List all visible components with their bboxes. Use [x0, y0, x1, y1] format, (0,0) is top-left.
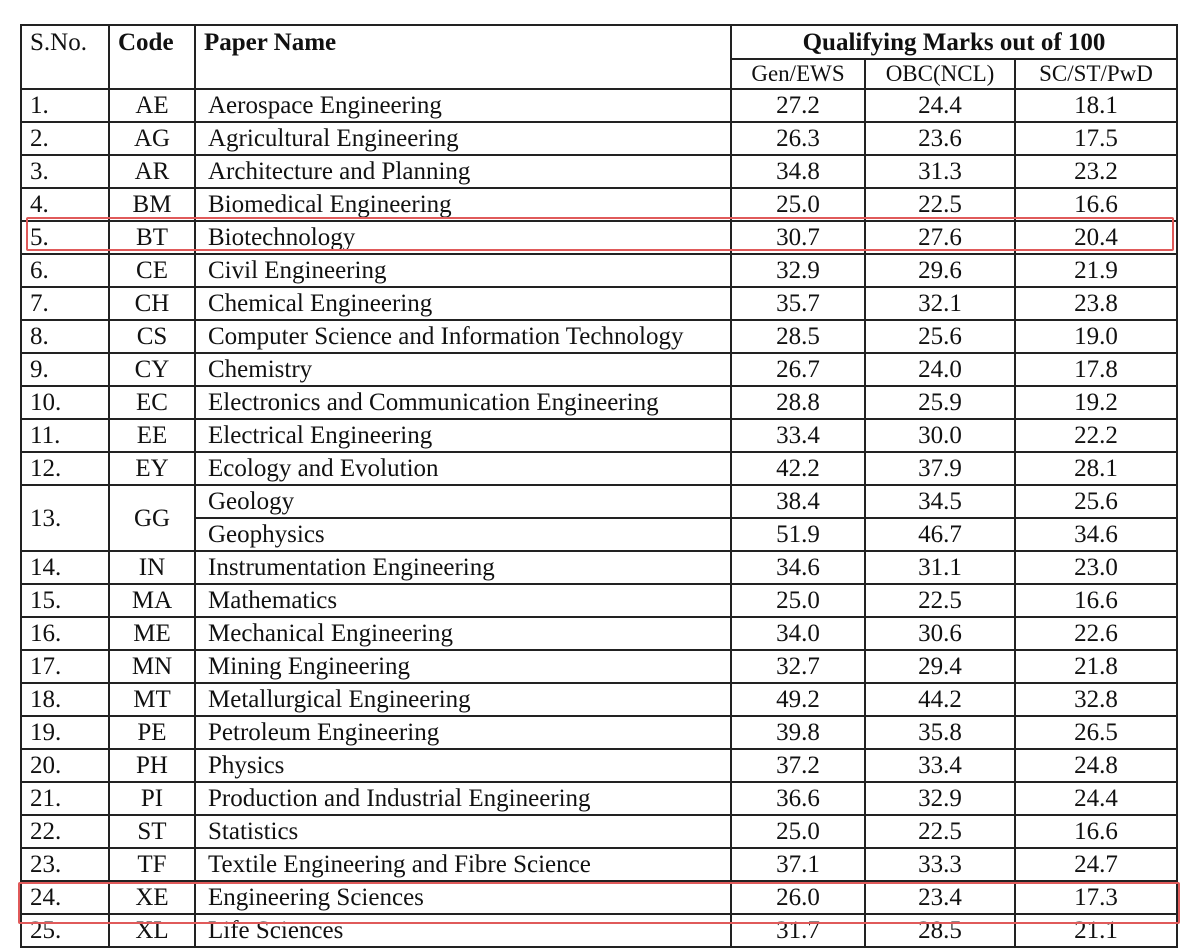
table-row: [21, 89, 1177, 122]
cell-sc-st-pwd: 19.0: [1015, 320, 1177, 353]
cell-sc-st-pwd: 20.4: [1015, 221, 1177, 254]
table-row: [21, 419, 1177, 452]
table-row: [21, 584, 1177, 617]
cell-obc-ncl: 25.6: [865, 320, 1015, 353]
cell-paper-name: Engineering Sciences: [195, 881, 731, 914]
cell-sc-st-pwd: 24.8: [1015, 749, 1177, 782]
table-row: [21, 485, 1177, 518]
cell-obc-ncl: 22.5: [865, 815, 1015, 848]
cell-sno: 3.: [21, 155, 109, 188]
cell-obc-ncl: 30.6: [865, 617, 1015, 650]
table-row: [21, 815, 1177, 848]
table-row: [21, 551, 1177, 584]
cell-gen-ews: 27.2: [731, 89, 865, 122]
cell-sno: 22.: [21, 815, 109, 848]
cell-code: GG: [109, 485, 195, 551]
cell-sno: 23.: [21, 848, 109, 881]
cell-code: EC: [109, 386, 195, 419]
cell-gen-ews: 34.0: [731, 617, 865, 650]
cell-sc-st-pwd: 34.6: [1015, 518, 1177, 551]
cell-sno: 15.: [21, 584, 109, 617]
cell-sno: 19.: [21, 716, 109, 749]
header-row: [21, 25, 1177, 59]
cell-gen-ews: 32.7: [731, 650, 865, 683]
cell-sno: 10.: [21, 386, 109, 419]
subheader-blank: [21, 59, 109, 89]
cell-obc-ncl: 34.5: [865, 485, 1015, 518]
cell-paper-name: Production and Industrial Engineering: [195, 782, 731, 815]
cell-code: TF: [109, 848, 195, 881]
cell-gen-ews: 42.2: [731, 452, 865, 485]
cell-code: PI: [109, 782, 195, 815]
cell-paper-name: Electronics and Communication Engineering: [195, 386, 731, 419]
cell-code: AE: [109, 89, 195, 122]
cell-sno: 20.: [21, 749, 109, 782]
cell-sc-st-pwd: 16.6: [1015, 815, 1177, 848]
cell-paper-name: Architecture and Planning: [195, 155, 731, 188]
cell-sc-st-pwd: 16.6: [1015, 584, 1177, 617]
cell-obc-ncl: 24.0: [865, 353, 1015, 386]
cell-sc-st-pwd: 23.0: [1015, 551, 1177, 584]
cell-sc-st-pwd: 21.8: [1015, 650, 1177, 683]
cell-code: PH: [109, 749, 195, 782]
cell-code: AG: [109, 122, 195, 155]
cell-paper-name: Mining Engineering: [195, 650, 731, 683]
cell-paper-name: Aerospace Engineering: [195, 89, 731, 122]
cell-sno: 9.: [21, 353, 109, 386]
header-sc-st-pwd: SC/ST/PwD: [1015, 59, 1177, 89]
table-row: [21, 716, 1177, 749]
cell-obc-ncl: 30.0: [865, 419, 1015, 452]
table-row: [21, 320, 1177, 353]
table-row: [21, 254, 1177, 287]
cell-sc-st-pwd: 22.6: [1015, 617, 1177, 650]
cell-paper-name: Chemistry: [195, 353, 731, 386]
cell-sno: 1.: [21, 89, 109, 122]
table-row: [21, 914, 1177, 947]
cell-paper-name: Chemical Engineering: [195, 287, 731, 320]
cell-obc-ncl: 27.6: [865, 221, 1015, 254]
cell-gen-ews: 51.9: [731, 518, 865, 551]
cell-sno: 18.: [21, 683, 109, 716]
cell-sno: 25.: [21, 914, 109, 947]
cell-sno: 14.: [21, 551, 109, 584]
cell-obc-ncl: 44.2: [865, 683, 1015, 716]
cell-gen-ews: 26.7: [731, 353, 865, 386]
qualifying-marks-table-container: [20, 24, 1176, 948]
cell-obc-ncl: 25.9: [865, 386, 1015, 419]
cell-gen-ews: 31.7: [731, 914, 865, 947]
cell-paper-name: Life Sciences: [195, 914, 731, 947]
cell-code: MN: [109, 650, 195, 683]
cell-obc-ncl: 28.5: [865, 914, 1015, 947]
cell-gen-ews: 32.9: [731, 254, 865, 287]
cell-paper-name: Ecology and Evolution: [195, 452, 731, 485]
cell-sno: 6.: [21, 254, 109, 287]
cell-paper-name: Agricultural Engineering: [195, 122, 731, 155]
cell-paper-name: Biomedical Engineering: [195, 188, 731, 221]
table-row: [21, 650, 1177, 683]
cell-sc-st-pwd: 32.8: [1015, 683, 1177, 716]
cell-gen-ews: 25.0: [731, 188, 865, 221]
header-gen-ews: Gen/EWS: [731, 59, 865, 89]
cell-obc-ncl: 46.7: [865, 518, 1015, 551]
table-row: [21, 188, 1177, 221]
cell-gen-ews: 26.3: [731, 122, 865, 155]
cell-sno: 7.: [21, 287, 109, 320]
cell-obc-ncl: 29.4: [865, 650, 1015, 683]
table-row: [21, 881, 1177, 914]
cell-code: EY: [109, 452, 195, 485]
cell-sc-st-pwd: 17.8: [1015, 353, 1177, 386]
cell-obc-ncl: 32.1: [865, 287, 1015, 320]
cell-code: MT: [109, 683, 195, 716]
cell-sc-st-pwd: 17.5: [1015, 122, 1177, 155]
table-body: [21, 89, 1177, 947]
cell-sc-st-pwd: 21.1: [1015, 914, 1177, 947]
cell-gen-ews: 35.7: [731, 287, 865, 320]
cell-paper-name: Textile Engineering and Fibre Science: [195, 848, 731, 881]
cell-paper-name: Civil Engineering: [195, 254, 731, 287]
cell-obc-ncl: 23.6: [865, 122, 1015, 155]
cell-code: EE: [109, 419, 195, 452]
cell-sno: 2.: [21, 122, 109, 155]
cell-sno: 21.: [21, 782, 109, 815]
cell-code: AR: [109, 155, 195, 188]
cell-sc-st-pwd: 28.1: [1015, 452, 1177, 485]
cell-paper-name: Computer Science and Information Technology: [195, 320, 731, 353]
header-code: Code: [109, 25, 195, 59]
cell-sno: 17.: [21, 650, 109, 683]
subheader-blank: [195, 59, 731, 89]
table-row: [21, 782, 1177, 815]
cell-gen-ews: 37.2: [731, 749, 865, 782]
cell-gen-ews: 34.6: [731, 551, 865, 584]
header-obc-ncl: OBC(NCL): [865, 59, 1015, 89]
cell-gen-ews: 33.4: [731, 419, 865, 452]
cell-paper-name: Instrumentation Engineering: [195, 551, 731, 584]
cell-paper-name: Mechanical Engineering: [195, 617, 731, 650]
cell-paper-name: Geophysics: [195, 518, 731, 551]
cell-gen-ews: 49.2: [731, 683, 865, 716]
qualifying-marks-table: [20, 24, 1178, 948]
cell-sc-st-pwd: 23.8: [1015, 287, 1177, 320]
table-row: [21, 386, 1177, 419]
table-row: [21, 221, 1177, 254]
cell-sc-st-pwd: 23.2: [1015, 155, 1177, 188]
cell-gen-ews: 25.0: [731, 584, 865, 617]
cell-code: IN: [109, 551, 195, 584]
cell-sc-st-pwd: 17.3: [1015, 881, 1177, 914]
cell-gen-ews: 25.0: [731, 815, 865, 848]
header-paper-name: Paper Name: [195, 25, 731, 59]
cell-sc-st-pwd: 22.2: [1015, 419, 1177, 452]
cell-sc-st-pwd: 18.1: [1015, 89, 1177, 122]
cell-obc-ncl: 24.4: [865, 89, 1015, 122]
cell-code: XL: [109, 914, 195, 947]
cell-gen-ews: 34.8: [731, 155, 865, 188]
cell-sno: 5.: [21, 221, 109, 254]
cell-gen-ews: 36.6: [731, 782, 865, 815]
cell-paper-name: Geology: [195, 485, 731, 518]
table-row: [21, 155, 1177, 188]
cell-code: CY: [109, 353, 195, 386]
cell-gen-ews: 39.8: [731, 716, 865, 749]
cell-sc-st-pwd: 24.7: [1015, 848, 1177, 881]
cell-sno: 24.: [21, 881, 109, 914]
table-row: [21, 749, 1177, 782]
cell-paper-name: Electrical Engineering: [195, 419, 731, 452]
cell-gen-ews: 38.4: [731, 485, 865, 518]
cell-gen-ews: 28.5: [731, 320, 865, 353]
cell-obc-ncl: 31.3: [865, 155, 1015, 188]
cell-sno: 13.: [21, 485, 109, 551]
cell-sc-st-pwd: 24.4: [1015, 782, 1177, 815]
cell-paper-name: Petroleum Engineering: [195, 716, 731, 749]
table-row: [21, 122, 1177, 155]
cell-code: XE: [109, 881, 195, 914]
cell-code: CE: [109, 254, 195, 287]
cell-obc-ncl: 32.9: [865, 782, 1015, 815]
cell-obc-ncl: 29.6: [865, 254, 1015, 287]
cell-sc-st-pwd: 19.2: [1015, 386, 1177, 419]
header-sno: S.No.: [21, 25, 109, 59]
cell-obc-ncl: 22.5: [865, 584, 1015, 617]
table-row: [21, 518, 1177, 551]
cell-paper-name: Physics: [195, 749, 731, 782]
header-qualifying-marks: Qualifying Marks out of 100: [731, 25, 1177, 59]
table-row: [21, 617, 1177, 650]
table-row: [21, 683, 1177, 716]
cell-paper-name: Mathematics: [195, 584, 731, 617]
cell-sc-st-pwd: 26.5: [1015, 716, 1177, 749]
cell-sno: 8.: [21, 320, 109, 353]
cell-sno: 11.: [21, 419, 109, 452]
cell-obc-ncl: 35.8: [865, 716, 1015, 749]
cell-gen-ews: 37.1: [731, 848, 865, 881]
cell-obc-ncl: 22.5: [865, 188, 1015, 221]
cell-sno: 12.: [21, 452, 109, 485]
cell-code: ME: [109, 617, 195, 650]
cell-gen-ews: 30.7: [731, 221, 865, 254]
cell-code: BT: [109, 221, 195, 254]
table-row: [21, 452, 1177, 485]
cell-obc-ncl: 23.4: [865, 881, 1015, 914]
cell-obc-ncl: 37.9: [865, 452, 1015, 485]
cell-sno: 4.: [21, 188, 109, 221]
cell-sno: 16.: [21, 617, 109, 650]
cell-obc-ncl: 33.3: [865, 848, 1015, 881]
cell-code: BM: [109, 188, 195, 221]
cell-code: CH: [109, 287, 195, 320]
cell-obc-ncl: 31.1: [865, 551, 1015, 584]
cell-code: ST: [109, 815, 195, 848]
subheader-row: [21, 59, 1177, 89]
cell-code: CS: [109, 320, 195, 353]
cell-obc-ncl: 33.4: [865, 749, 1015, 782]
cell-paper-name: Biotechnology: [195, 221, 731, 254]
cell-gen-ews: 26.0: [731, 881, 865, 914]
table-row: [21, 287, 1177, 320]
cell-code: PE: [109, 716, 195, 749]
table-row: [21, 848, 1177, 881]
cell-sc-st-pwd: 25.6: [1015, 485, 1177, 518]
cell-code: MA: [109, 584, 195, 617]
subheader-blank: [109, 59, 195, 89]
cell-paper-name: Statistics: [195, 815, 731, 848]
table-row: [21, 353, 1177, 386]
cell-sc-st-pwd: 16.6: [1015, 188, 1177, 221]
cell-gen-ews: 28.8: [731, 386, 865, 419]
cell-sc-st-pwd: 21.9: [1015, 254, 1177, 287]
cell-paper-name: Metallurgical Engineering: [195, 683, 731, 716]
